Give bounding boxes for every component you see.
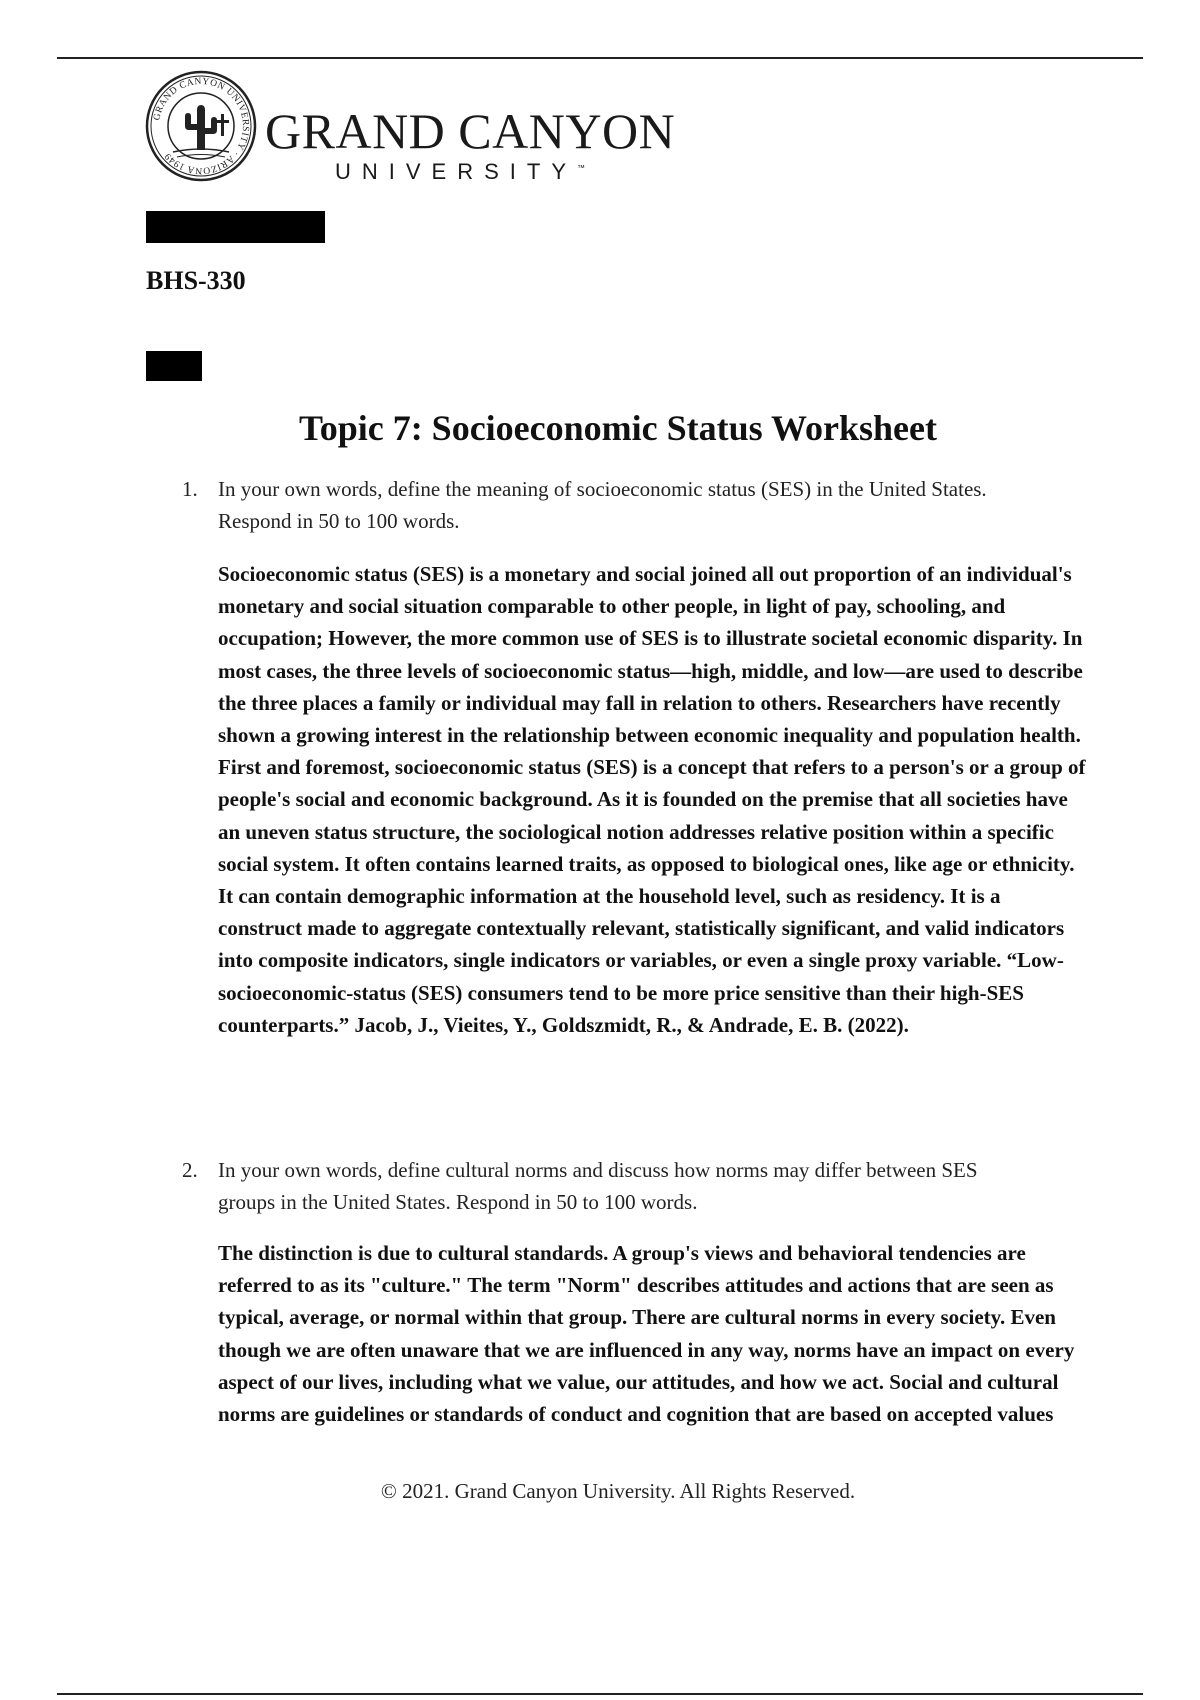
university-seal-icon bbox=[145, 70, 257, 182]
top-rule bbox=[57, 57, 1143, 59]
worksheet-title: Topic 7: Socioeconomic Status Worksheet bbox=[298, 408, 937, 448]
redacted-date bbox=[146, 351, 202, 381]
question-2-answer: The distinction is due to cultural standards. A group's views and behavioral tendencies are referred to as its "culture." The term "Norm" describes attitudes and actions that are seen as typical, average, or normal within that group. There are cultural norms in every society. Even though we are often unaware that we are influenced in any way, norms have an impact on every aspect of our lives, including what we value, our attitudes, and how we act. Social and cultural norms are guidelines or standards of conduct and cognition that are based on accepted values bbox=[218, 1241, 1075, 1427]
course-code: BHS-330 bbox=[146, 266, 246, 295]
question-2-number: 2. bbox=[182, 1158, 198, 1182]
question-1-answer: Socioeconomic status (SES) is a monetary and social joined all out proportion of an individual's monetary and social situation comparable to other people, in light of pay, schooling, and occupation; However, the more common use of SES is to illustrate societal economic disparity. In most cases, the three levels of socioeconomic status—high, middle, and low—are used to describe the three places a family or individual may fall in relation to others. Researchers have recently shown a growing interest in the relationship between economic inequality and population health. First and foremost, socioeconomic status (SES) is a concept that refers to a person's or a group of people's social and economic background. As it is founded on the premise that all societies have an uneven status structure, the sociological notion addresses relative position within a specific social system. It often contains learned traits, as opposed to biological ones, like age or ethnicity. It can contain demographic information at the household level, such as residency. It is a construct made to aggregate contextually relevant, statistically significant, and valid indicators into composite indicators, single indicators or variables, or even a single proxy variable. “Low-socioeconomic-status (SES) consumers tend to be more price sensitive than their high-SES counterparts.” Jacob, J., Vieites, Y., Goldszmidt, R., & Andrade, E. B. (2022). bbox=[218, 562, 1086, 1037]
question-2-prompt: In your own words, define cultural norms and discuss how norms may differ between SES groups in the United States. Respond in 50 to 100 words. bbox=[218, 1158, 978, 1214]
redacted-student-name bbox=[146, 211, 325, 243]
question-1-number: 1. bbox=[182, 477, 198, 501]
bottom-rule bbox=[57, 1693, 1143, 1695]
question-1-prompt: In your own words, define the meaning of socioeconomic status (SES) in the United States. Respond in 50 to 100 words. bbox=[218, 477, 987, 533]
logo-wordmark: GRAND CANYON bbox=[265, 103, 676, 159]
logo-subtitle: UNIVERSITY™ bbox=[335, 159, 586, 184]
seal-text: GRAND CANYON UNIVERSITY · ARIZONA 1949 bbox=[152, 76, 251, 176]
copyright-footer: © 2021. Grand Canyon University. All Rights Reserved. bbox=[380, 1479, 856, 1503]
university-logo bbox=[145, 70, 676, 185]
